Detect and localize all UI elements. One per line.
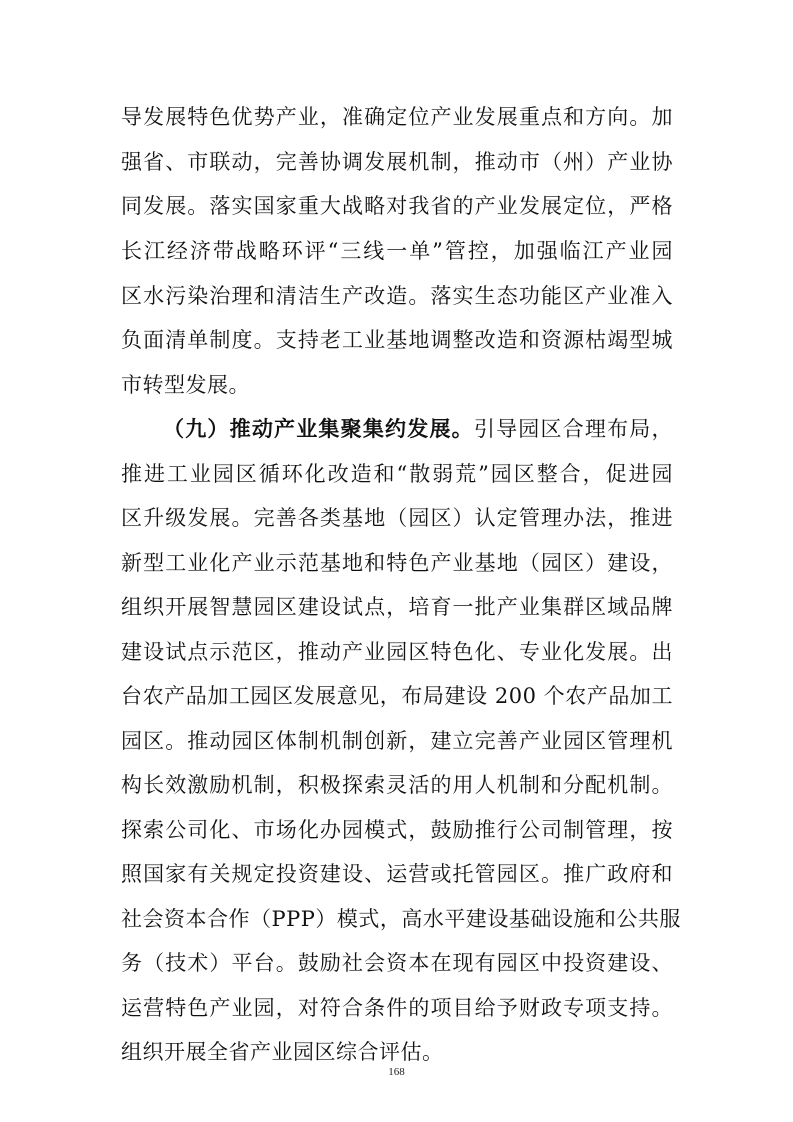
paragraph2-line-1: 推进工业园区循环化改造和“散弱荒”园区整合，促进园 <box>121 462 673 486</box>
paragraph2-line-2: 区升级发展。完善各类基地（园区）认定管理办法，推进 <box>121 506 673 530</box>
page-number: 168 <box>388 1066 405 1078</box>
paragraph2-line-4: 组织开展智慧园区建设试点，培育一批产业集群区域品牌 <box>121 595 673 619</box>
paragraph1-line-2: 强省、市联动，完善协调发展机制，推动市（州）产业协 <box>121 150 673 174</box>
paragraph2-line-14: 组织开展全省产业园区综合评估。 <box>121 1040 444 1064</box>
paragraph2-line-8: 构长效激励机制，积极探索灵活的用人机制和分配机制。 <box>121 773 673 797</box>
paragraph2-line-7: 园区。推动园区体制机制创新，建立完善产业园区管理机 <box>121 729 673 753</box>
paragraph1-line-3: 同发展。落实国家重大战略对我省的产业发展定位，严格 <box>121 194 673 218</box>
paragraph2-line-3: 新型工业化产业示范基地和特色产业基地（园区）建设， <box>121 551 673 575</box>
paragraph1-line-7: 市转型发展。 <box>121 373 250 397</box>
paragraph2-line-5: 建设试点示范区，推动产业园区特色化、专业化发展。出 <box>121 640 673 664</box>
paragraph1-line-5: 区水污染治理和清洁生产改造。落实生态功能区产业准入 <box>121 284 673 308</box>
paragraph2-first-line-rest: 引导园区合理布局， <box>473 417 674 441</box>
paragraph2-first-line <box>163 409 673 449</box>
paragraph1-line-1: 导发展特色优势产业，准确定位产业发展重点和方向。加 <box>121 105 673 129</box>
section-heading: （九）推动产业集聚集约发展。 <box>163 417 474 441</box>
paragraph2-line-11: 社会资本合作（PPP）模式，高水平建设基础设施和公共服 <box>121 907 681 931</box>
paragraph1-line-6: 负面清单制度。支持老工业基地调整改造和资源枯竭型城 <box>121 328 673 352</box>
paragraph2-line-10: 照国家有关规定投资建设、运营或托管园区。推广政府和 <box>121 862 673 886</box>
paragraph2-line-13: 运营特色产业园，对符合条件的项目给予财政专项支持。 <box>121 996 673 1020</box>
paragraph2-line-6: 台农产品加工园区发展意见，布局建设 200 个农产品加工 <box>121 684 673 708</box>
paragraph2-line-9: 探索公司化、市场化办园模式，鼓励推行公司制管理，按 <box>121 818 673 842</box>
paragraph2-line-12: 务（技术）平台。鼓励社会资本在现有园区中投资建设、 <box>121 951 673 975</box>
paragraph1-line-4: 长江经济带战略环评“三线一单”管控，加强临江产业园 <box>121 239 673 263</box>
